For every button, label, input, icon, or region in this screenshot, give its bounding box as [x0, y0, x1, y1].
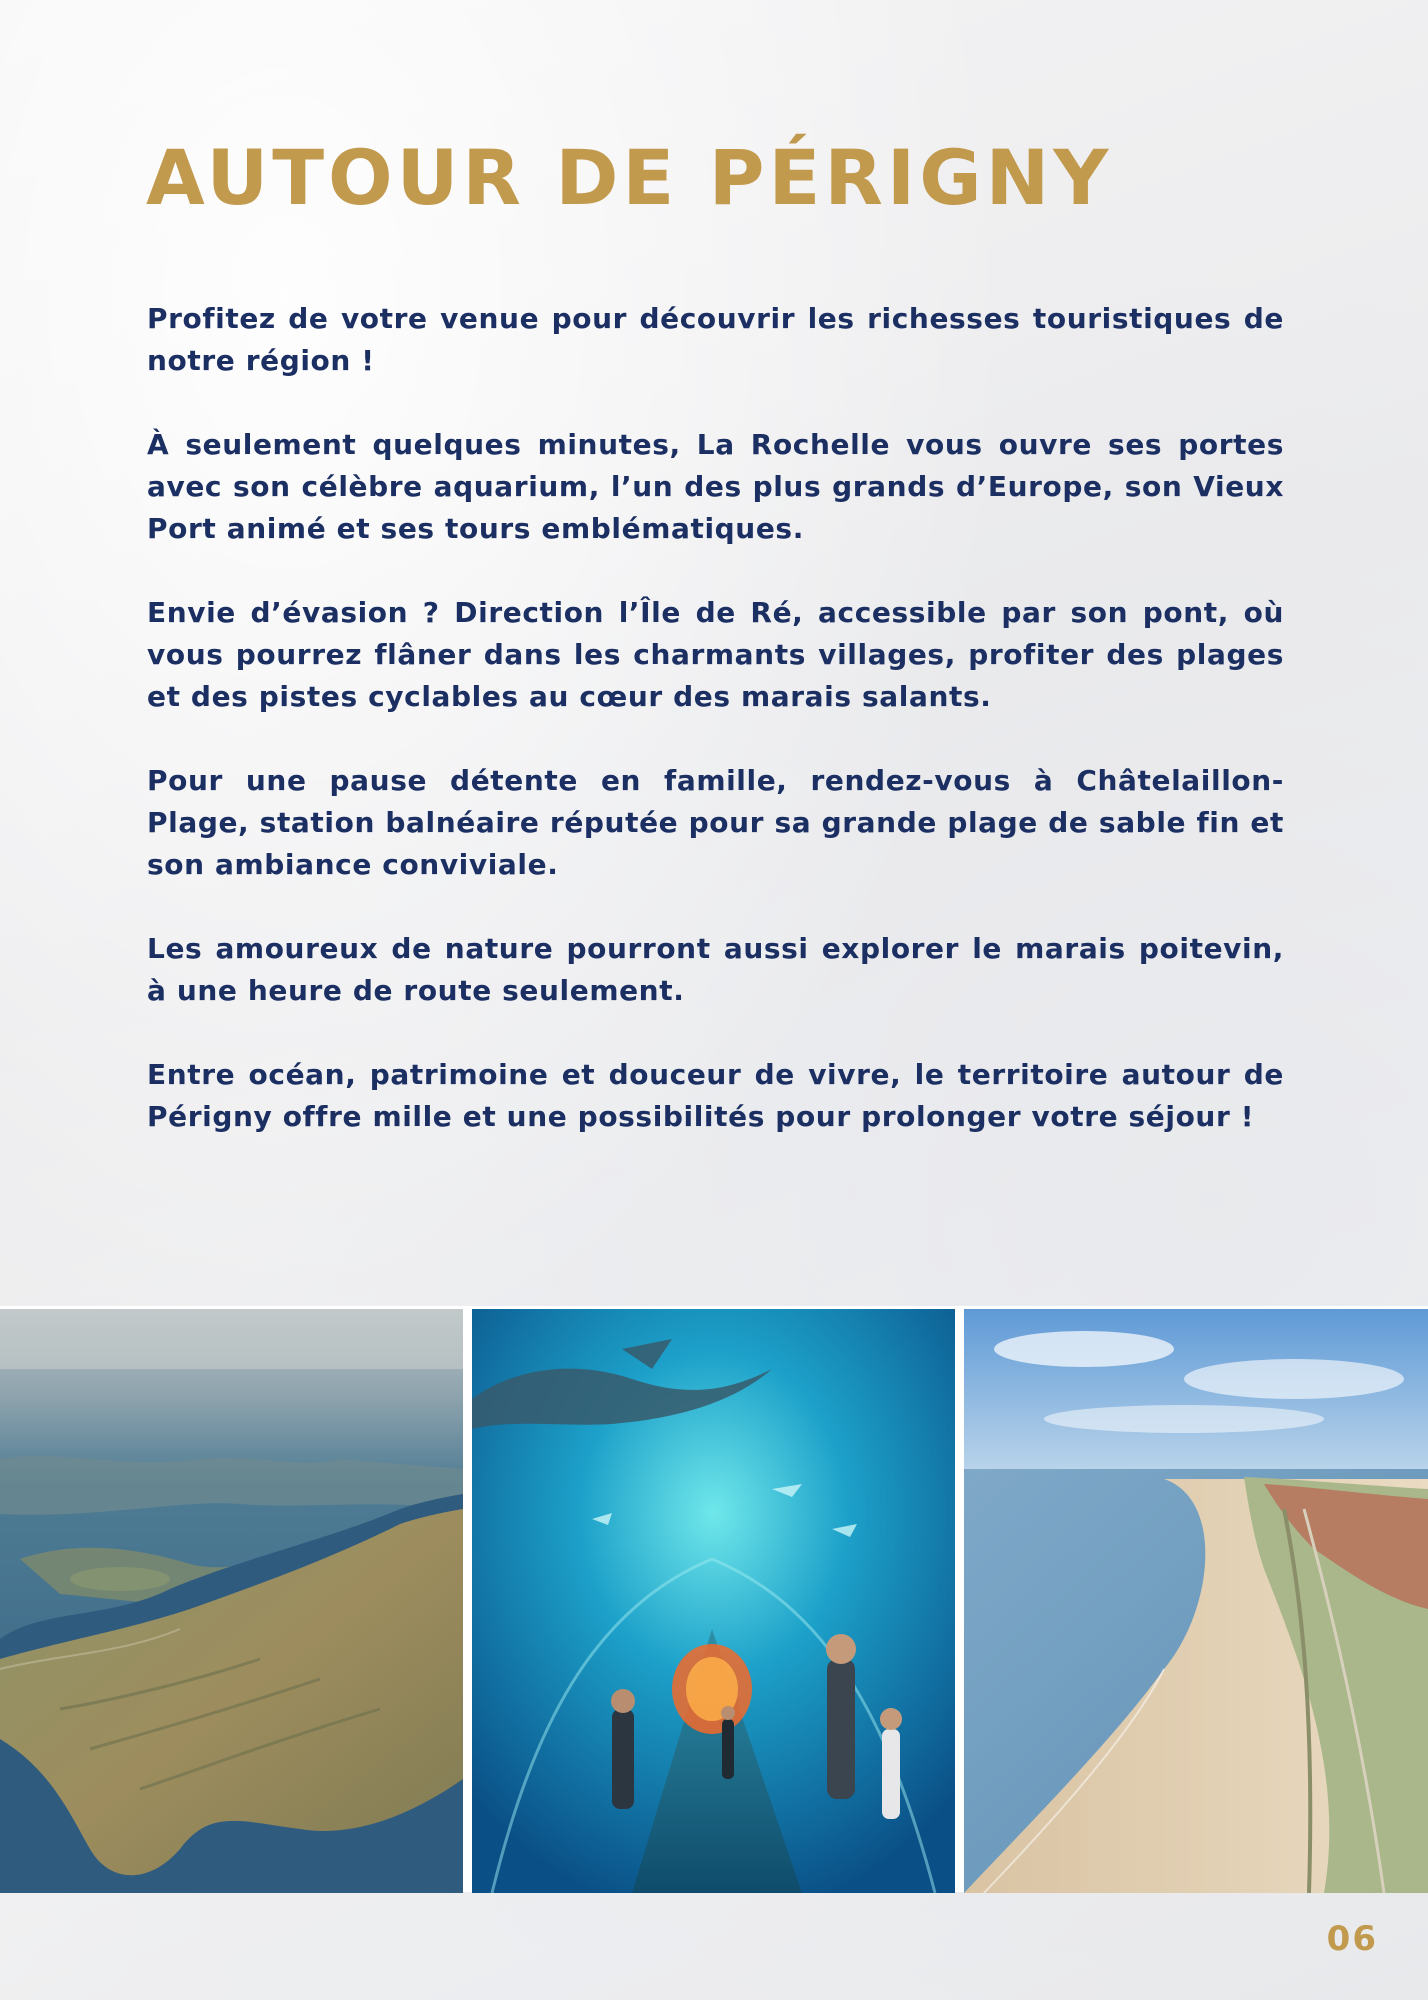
paragraph-ile-de-re: Envie d’évasion ? Direction l’Île de Ré, accessible par son pont, où vous pourrez flâner dans les charmants villages, profiter des plages et des pistes cyclables au cœur des marais salants. [147, 596, 1284, 713]
paragraph-marais-poitevin: Les amoureux de nature pourront aussi explorer le marais poitevin, à une heure de route seulement. [147, 932, 1284, 1007]
aquarium-tunnel-photo [472, 1309, 955, 1893]
photo-strip [0, 1306, 1428, 1892]
paragraph-chatelaillon: Pour une pause détente en famille, rendez-vous à Châtelaillon-Plage, station balnéaire réputée pour sa grande plage de sable fin et son ambiance conviviale. [147, 764, 1284, 881]
island-aerial-photo [0, 1309, 463, 1893]
paragraph-la-rochelle: À seulement quelques minutes, La Rochelle vous ouvre ses portes avec son célèbre aquarium, l’un des plus grands d’Europe, son Vieux Port animé et ses tours emblématiques. [147, 428, 1284, 545]
paragraph-conclusion: Entre océan, patrimoine et douceur de vivre, le territoire autour de Périgny offre mille et une possibilités pour prolonger votre séjour ! [147, 1058, 1284, 1133]
paragraph-intro: Profitez de votre venue pour découvrir les richesses touristiques de notre région ! [147, 302, 1284, 377]
body-text [147, 298, 1284, 1180]
beach-aerial-photo [964, 1309, 1428, 1893]
page-title: AUTOUR DE PÉRIGNY [146, 133, 1113, 222]
page-number: 06 [1326, 1919, 1378, 1959]
